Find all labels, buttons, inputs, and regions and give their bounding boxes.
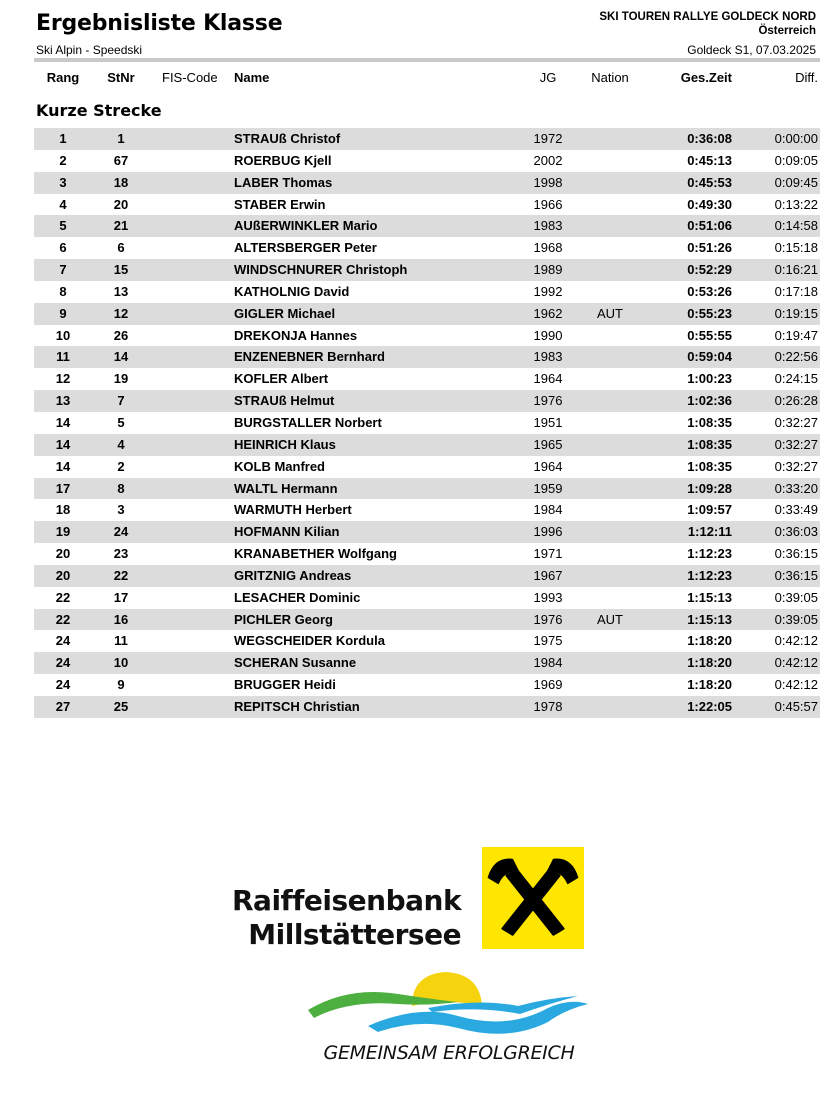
cell-diff: 0:36:15 xyxy=(774,546,818,562)
cell-diff: 0:36:15 xyxy=(774,567,818,583)
cell-rang: 22 xyxy=(55,589,71,605)
cell-name: REPITSCH Christian xyxy=(234,698,360,714)
cell-diff: 0:00:00 xyxy=(774,131,818,146)
results-table xyxy=(34,128,820,718)
table-row xyxy=(34,172,820,194)
cell-name: WINDSCHNURER Christoph xyxy=(234,262,408,278)
cell-name: LESACHER Dominic xyxy=(234,589,361,605)
cell-ges-zeit: 0:45:13 xyxy=(687,152,732,168)
cell-rang: 18 xyxy=(55,502,71,518)
cell-stnr: 2 xyxy=(117,458,125,474)
cell-diff: 0:36:03 xyxy=(774,524,818,540)
cell-jg: 1964 xyxy=(533,371,563,387)
cell-ges-zeit: 1:22:05 xyxy=(687,698,732,714)
table-row xyxy=(34,259,820,281)
cell-rang: 11 xyxy=(56,349,70,365)
cell-jg: 2002 xyxy=(533,152,563,168)
cell-diff: 0:42:12 xyxy=(774,655,818,671)
cell-jg: 1990 xyxy=(533,327,563,343)
cell-ges-zeit: 0:55:55 xyxy=(687,327,732,343)
cell-diff: 0:09:05 xyxy=(774,152,818,168)
cell-rang: 24 xyxy=(55,655,71,671)
cell-name: KOFLER Albert xyxy=(234,371,329,387)
cell-rang: 19 xyxy=(55,524,71,540)
column-header-fis: FIS-Code xyxy=(162,70,218,85)
table-row xyxy=(34,346,820,368)
cell-rang: 4 xyxy=(59,196,67,212)
cell-diff: 0:39:05 xyxy=(774,589,818,605)
cell-stnr: 5 xyxy=(117,414,125,430)
cell-name: AUßERWINKLER Mario xyxy=(234,218,378,234)
cell-jg: 1967 xyxy=(533,567,563,583)
cell-diff: 0:19:47 xyxy=(774,327,818,343)
cell-rang: 2 xyxy=(59,152,67,168)
cell-diff: 0:16:21 xyxy=(774,262,818,278)
table-row xyxy=(34,412,820,434)
cell-ges-zeit: 0:55:23 xyxy=(687,305,732,321)
cell-diff: 0:45:57 xyxy=(774,698,818,714)
cell-stnr: 10 xyxy=(113,655,129,671)
cell-diff: 0:17:18 xyxy=(774,283,818,299)
cell-ges-zeit: 1:09:28 xyxy=(687,480,732,496)
cell-ges-zeit: 1:08:35 xyxy=(687,414,732,430)
cell-jg: 1998 xyxy=(533,174,563,190)
cell-ges-zeit: 1:12:23 xyxy=(687,546,732,562)
cell-name: PICHLER Georg xyxy=(234,611,333,627)
cell-diff: 0:09:45 xyxy=(774,174,818,190)
cell-jg: 1976 xyxy=(533,393,563,409)
cell-stnr: 7 xyxy=(117,393,125,409)
cell-jg: 1964 xyxy=(533,458,563,474)
cell-name: LABER Thomas xyxy=(234,174,333,190)
cell-rang: 3 xyxy=(59,174,67,190)
page-title: Ergebnisliste Klasse xyxy=(36,11,283,36)
cell-rang: 12 xyxy=(55,371,71,387)
cell-rang: 1 xyxy=(59,131,67,146)
cell-stnr: 3 xyxy=(117,502,125,518)
cell-stnr: 9 xyxy=(117,677,125,693)
cell-stnr: 17 xyxy=(113,589,129,605)
cell-stnr: 20 xyxy=(113,196,129,212)
table-row xyxy=(34,565,820,587)
table-row xyxy=(34,237,820,259)
event-place-date: Goldeck S1, 07.03.2025 xyxy=(687,43,816,57)
cell-jg: 1989 xyxy=(533,262,563,278)
cell-name: KRANABETHER Wolfgang xyxy=(234,546,397,562)
table-row xyxy=(34,499,820,521)
column-header-jg: JG xyxy=(539,70,557,85)
cell-stnr: 1 xyxy=(117,131,125,146)
cell-ges-zeit: 1:18:20 xyxy=(687,677,732,693)
table-row xyxy=(34,390,820,412)
page-subtitle: Ski Alpin - Speedski xyxy=(36,43,143,57)
table-row xyxy=(34,150,820,172)
cell-ges-zeit: 1:12:23 xyxy=(687,567,732,583)
cell-ges-zeit: 0:53:26 xyxy=(687,283,732,299)
cell-diff: 0:33:20 xyxy=(774,480,818,496)
cell-jg: 1968 xyxy=(533,240,563,256)
table-row xyxy=(34,128,820,150)
cell-diff: 0:15:18 xyxy=(774,240,818,256)
cell-jg: 1992 xyxy=(533,283,563,299)
cell-stnr: 23 xyxy=(113,546,129,562)
column-headers xyxy=(34,70,820,88)
table-row xyxy=(34,609,820,631)
table-row xyxy=(34,630,820,652)
cell-diff: 0:19:15 xyxy=(774,305,818,321)
cell-name: GRITZNIG Andreas xyxy=(234,567,352,583)
event-info xyxy=(599,10,816,38)
cell-rang: 13 xyxy=(55,393,71,409)
table-row xyxy=(34,674,820,696)
cell-ges-zeit: 1:02:36 xyxy=(687,393,732,409)
cell-diff: 0:14:58 xyxy=(774,218,818,234)
cell-name: HEINRICH Klaus xyxy=(234,436,336,452)
cell-stnr: 11 xyxy=(114,633,128,649)
cell-stnr: 15 xyxy=(113,262,129,278)
event-country: Österreich xyxy=(758,25,816,37)
cell-name: STRAUß Christof xyxy=(234,131,341,146)
column-header-stnr: StNr xyxy=(107,70,135,85)
cell-jg: 1976 xyxy=(533,611,563,627)
cell-ges-zeit: 1:00:23 xyxy=(687,371,732,387)
cell-nation: AUT xyxy=(597,305,623,321)
cell-rang: 20 xyxy=(55,546,71,562)
cell-nation: AUT xyxy=(597,611,623,627)
table-row xyxy=(34,281,820,303)
cell-jg: 1984 xyxy=(533,655,563,671)
cell-ges-zeit: 1:15:13 xyxy=(687,611,732,627)
cell-rang: 22 xyxy=(55,611,71,627)
cell-jg: 1966 xyxy=(533,196,563,212)
cell-rang: 10 xyxy=(55,327,71,343)
cell-stnr: 14 xyxy=(113,349,129,365)
cell-jg: 1969 xyxy=(533,677,563,693)
cell-name: ROERBUG Kjell xyxy=(234,152,332,168)
cell-ges-zeit: 0:36:08 xyxy=(687,131,732,146)
table-row xyxy=(34,456,820,478)
column-header-diff: Diff. xyxy=(795,70,818,85)
sponsor-slogan: GEMEINSAM ERFOLGREICH xyxy=(323,1042,575,1064)
cell-diff: 0:32:27 xyxy=(774,414,818,430)
cell-name: ALTERSBERGER Peter xyxy=(234,240,377,256)
table-row xyxy=(34,194,820,216)
cell-rang: 9 xyxy=(59,305,67,321)
header-divider xyxy=(34,58,820,62)
cell-jg: 1951 xyxy=(533,414,563,430)
cell-ges-zeit: 1:12:11 xyxy=(687,524,732,540)
cell-stnr: 67 xyxy=(113,152,129,168)
cell-rang: 7 xyxy=(59,262,67,278)
cell-name: STRAUß Helmut xyxy=(234,393,335,409)
cell-diff: 0:32:27 xyxy=(774,458,818,474)
column-header-zeit: Ges.Zeit xyxy=(680,70,732,85)
cell-ges-zeit: 1:08:35 xyxy=(687,458,732,474)
cell-rang: 20 xyxy=(55,567,71,583)
cell-rang: 14 xyxy=(55,458,71,474)
cell-stnr: 25 xyxy=(113,698,129,714)
cell-stnr: 21 xyxy=(113,218,129,234)
sun-wave-logo xyxy=(308,968,590,1040)
cell-ges-zeit: 1:15:13 xyxy=(687,589,732,605)
cell-diff: 0:24:15 xyxy=(774,371,818,387)
cell-stnr: 4 xyxy=(117,436,125,452)
cell-diff: 0:33:49 xyxy=(774,502,818,518)
cell-rang: 5 xyxy=(59,218,67,234)
event-name: SKI TOUREN RALLYE GOLDECK NORD xyxy=(599,11,816,23)
cell-ges-zeit: 0:51:26 xyxy=(687,240,732,256)
table-row xyxy=(34,215,820,237)
cell-name: HOFMANN Kilian xyxy=(234,524,340,540)
cell-stnr: 18 xyxy=(113,174,129,190)
cell-rang: 24 xyxy=(55,677,71,693)
cell-jg: 1993 xyxy=(533,589,563,605)
cell-stnr: 12 xyxy=(113,305,129,321)
cell-ges-zeit: 1:18:20 xyxy=(687,633,732,649)
cell-jg: 1971 xyxy=(533,546,563,562)
cell-name: ENZENEBNER Bernhard xyxy=(234,349,385,365)
cell-jg: 1983 xyxy=(533,349,563,365)
cell-jg: 1965 xyxy=(533,436,563,452)
cell-jg: 1962 xyxy=(533,305,563,321)
cell-jg: 1996 xyxy=(533,524,563,540)
cell-name: KOLB Manfred xyxy=(234,458,325,474)
table-row xyxy=(34,543,820,565)
table-row xyxy=(34,587,820,609)
cell-jg: 1978 xyxy=(533,698,563,714)
cell-ges-zeit: 1:08:35 xyxy=(687,436,732,452)
raiffeisen-gable-logo xyxy=(482,847,584,949)
cell-jg: 1984 xyxy=(533,502,563,518)
cell-name: BURGSTALLER Norbert xyxy=(234,414,382,430)
cell-name: STABER Erwin xyxy=(234,196,326,212)
cell-rang: 17 xyxy=(55,480,71,496)
cell-ges-zeit: 0:52:29 xyxy=(687,262,732,278)
table-row xyxy=(34,434,820,456)
cell-rang: 27 xyxy=(55,698,71,714)
section-title: Kurze Strecke xyxy=(36,101,162,120)
cell-ges-zeit: 1:18:20 xyxy=(687,655,732,671)
column-header-name: Name xyxy=(234,70,270,85)
cell-name: WALTL Hermann xyxy=(234,480,338,496)
table-row xyxy=(34,652,820,674)
cell-jg: 1959 xyxy=(533,480,563,496)
cell-rang: 8 xyxy=(59,283,67,299)
table-row xyxy=(34,303,820,325)
cell-name: SCHERAN Susanne xyxy=(234,655,357,671)
cell-name: GIGLER Michael xyxy=(234,305,336,321)
cell-rang: 24 xyxy=(55,633,71,649)
cell-name: KATHOLNIG David xyxy=(234,283,350,299)
cell-stnr: 6 xyxy=(117,240,125,256)
cell-rang: 14 xyxy=(55,414,71,430)
cell-stnr: 22 xyxy=(113,567,129,583)
cell-diff: 0:32:27 xyxy=(774,436,818,452)
column-header-nation: Nation xyxy=(591,70,629,85)
cell-stnr: 13 xyxy=(113,283,129,299)
cell-diff: 0:26:28 xyxy=(774,393,818,409)
cell-diff: 0:39:05 xyxy=(774,611,818,627)
table-row xyxy=(34,325,820,347)
cell-stnr: 24 xyxy=(113,524,129,540)
cell-name: WEGSCHEIDER Kordula xyxy=(234,633,385,649)
table-row xyxy=(34,478,820,500)
cell-ges-zeit: 0:59:04 xyxy=(687,349,732,365)
column-header-rang: Rang xyxy=(46,70,80,85)
sponsor-bank-name xyxy=(232,884,461,952)
cell-jg: 1972 xyxy=(533,131,563,146)
cell-name: WARMUTH Herbert xyxy=(234,502,352,518)
cell-ges-zeit: 0:45:53 xyxy=(687,174,732,190)
cell-rang: 14 xyxy=(55,436,71,452)
cell-stnr: 26 xyxy=(113,327,129,343)
cell-jg: 1983 xyxy=(533,218,563,234)
cell-jg: 1975 xyxy=(533,633,563,649)
cell-rang: 6 xyxy=(59,240,67,256)
bank-name-line2: Millstättersee xyxy=(248,918,462,951)
cell-name: BRUGGER Heidi xyxy=(234,677,336,693)
cell-diff: 0:22:56 xyxy=(774,349,818,365)
cell-ges-zeit: 0:51:06 xyxy=(687,218,732,234)
table-row xyxy=(34,521,820,543)
cell-diff: 0:13:22 xyxy=(774,196,818,212)
cell-stnr: 16 xyxy=(113,611,129,627)
cell-stnr: 8 xyxy=(117,480,125,496)
cell-stnr: 19 xyxy=(113,371,129,387)
cell-diff: 0:42:12 xyxy=(774,633,818,649)
cell-diff: 0:42:12 xyxy=(774,677,818,693)
table-row xyxy=(34,368,820,390)
cell-ges-zeit: 0:49:30 xyxy=(687,196,732,212)
bank-name-line1: Raiffeisenbank xyxy=(232,884,462,917)
cell-name: DREKONJA Hannes xyxy=(234,327,358,343)
cell-ges-zeit: 1:09:57 xyxy=(687,502,732,518)
table-row xyxy=(34,696,820,718)
